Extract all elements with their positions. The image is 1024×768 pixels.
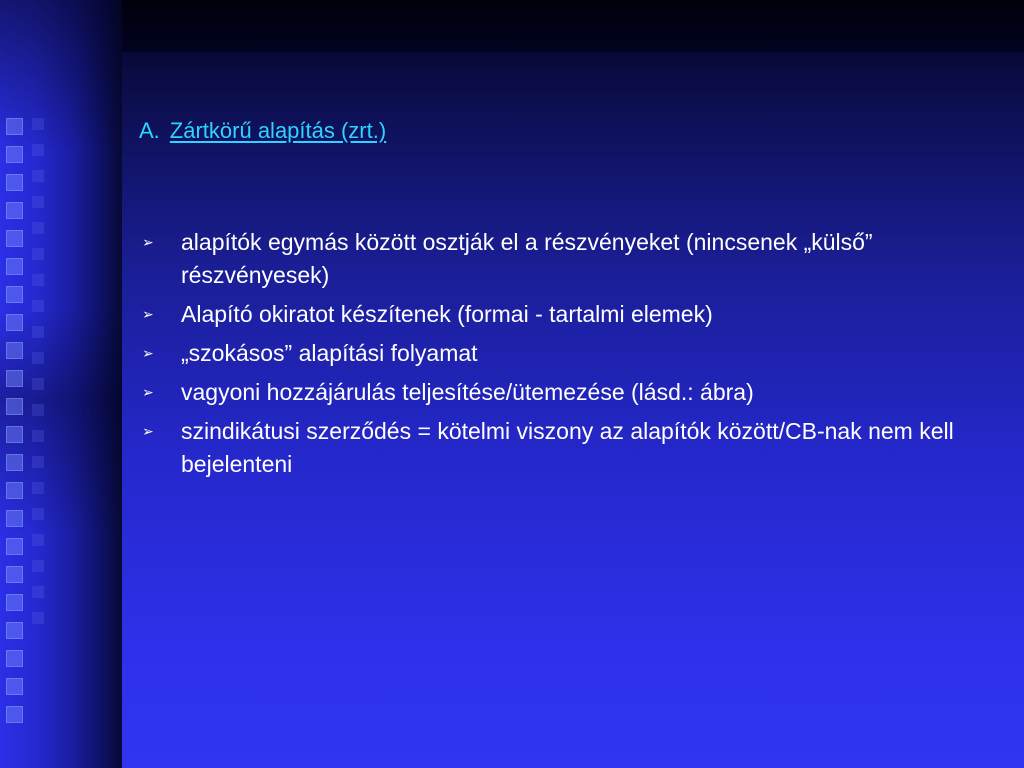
arrow-bullet-icon: ➢ [142,423,154,439]
bullet-item [139,226,989,292]
title-marker: A. [139,118,160,143]
bullet-list [139,226,989,487]
arrow-bullet-icon: ➢ [142,345,154,361]
arrow-bullet-icon: ➢ [142,234,154,250]
bullet-text: „szokásos” alapítási folyamat [181,340,478,366]
top-dark-band [122,0,1024,52]
bullet-text: alapítók egymás között osztják el a részvényeket (nincsenek „külső” részvényesek) [181,229,873,288]
bullet-item [139,376,989,409]
title-link[interactable]: Zártkörű alapítás (zrt.) [169,118,387,143]
bullet-item [139,337,989,370]
arrow-bullet-icon: ➢ [142,384,154,400]
bullet-text: Alapító okiratot készítenek (formai - tartalmi elemek) [181,301,713,327]
slide-title [139,118,386,144]
bullet-item [139,298,989,331]
arrow-bullet-icon: ➢ [142,306,154,322]
decorative-squares-faint [32,118,52,638]
bullet-text: vagyoni hozzájárulás teljesítése/ütemezése (lásd.: ábra) [181,379,754,405]
left-decorative-strip [0,0,122,768]
decorative-squares [6,118,28,734]
bullet-text: szindikátusi szerződés = kötelmi viszony az alapítók között/CB-nak nem kell bejelenteni [181,418,954,477]
bullet-item [139,415,989,481]
